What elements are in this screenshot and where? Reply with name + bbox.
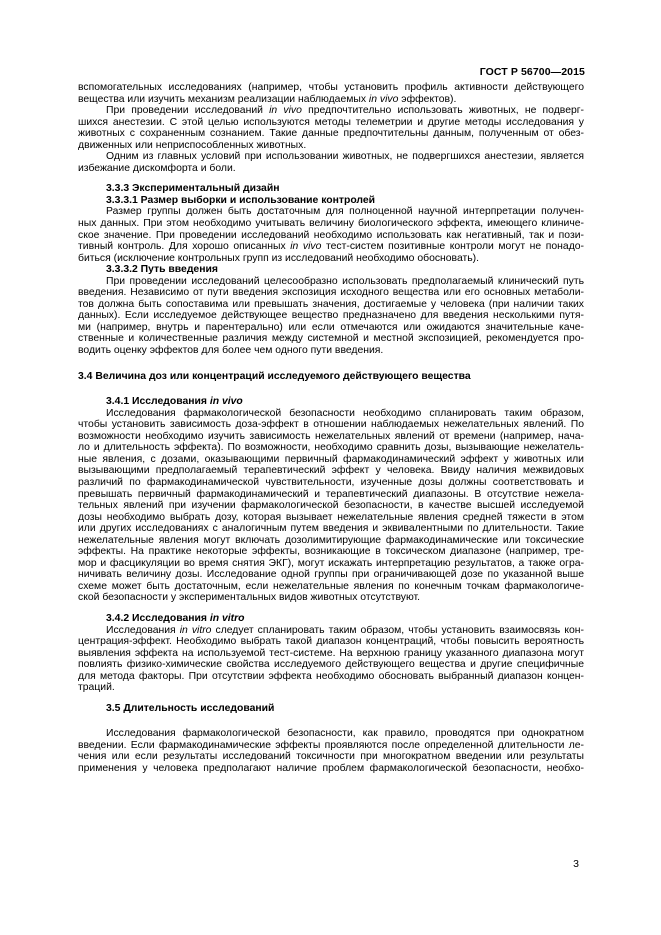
subsection-heading: 3.3.3 Экспериментальный дизайн [106, 183, 280, 195]
text-line: животных с сохраненным сознанием. Такие данные предпочтительны данным, полученным от обез- [78, 128, 584, 140]
paragraph-last-line: вещества или изучить механизм реализации наблюдаемых in vivo эффектов). [78, 93, 457, 105]
text-line: ское значение. При проведении исследований необходимо использовать как негативный, так и пози- [78, 229, 584, 241]
spacer [78, 174, 584, 183]
paragraph-first-line: Исследования фармакологической безопасности, как правило, проводятся при однократном [106, 728, 584, 740]
spacer [78, 714, 584, 728]
paragraph-first-line: Одним из главных условий при использовании животных, не подвергшихся анестезии, является [106, 151, 584, 163]
subsection-heading: 3.4.2 Исследования in vitro [106, 612, 245, 624]
spacer [78, 694, 584, 703]
text-line: ми (например, внутрь и парентерально) или если отмечаются или ожидаются значительные каче- [78, 321, 584, 333]
text-line: чения или если результаты исследований токсичности при многократном введении или результаты [78, 751, 584, 763]
subsection-heading: 3.3.3.2 Путь введения [106, 264, 218, 276]
text-line: выявления эффекта на используемой тест-системе. На верхнюю границу указанного диапазона могут [78, 647, 584, 659]
document-standard-id: ГОСТ Р 56700—2015 [479, 66, 585, 78]
paragraph-first-line: Размер группы должен быть достаточным для полноценной научной интерпретации получен- [106, 206, 584, 218]
subsection-heading: 3.5 Длительность исследований [106, 702, 275, 714]
text-line: ных данных. При этом необходимо учитывать величину биологического эффекта, имеющего клиниче- [78, 218, 584, 230]
text-line: данных). Если исследуемое действующее вещество предназначено для введения несколькими путя- [78, 310, 584, 322]
paragraph-first-line: При проведении исследований in vivo предпочтительно использовать животных, не подверг- [106, 105, 585, 117]
text-line: введении. Если фармакодинамические эффекты проявляются после определенной длительности ле- [78, 739, 584, 751]
text-line: возможности необходимо изучить зависимость нежелательных явлений от времени (например, нача- [78, 430, 584, 442]
text-line: нежелательные явления могут включать дозолимитирующие фармакодинамические или токсические [78, 534, 584, 546]
paragraph-last-line: ской безопасности у экспериментальных видов животных отсутствуют. [78, 592, 421, 604]
text-line: или других исследованиях с аналогичным путем введения и эквивалентными по длительности. Такие [78, 523, 584, 535]
paragraph-last-line: движенных или неприспособленных животных. [78, 139, 307, 151]
text-line: ственные и количественные различия между системной и местной экспозицией, рекомендуется про- [78, 333, 584, 345]
paragraph-last-line: траций. [78, 682, 115, 694]
subsection-heading: 3.4.1 Исследования in vivo [106, 396, 243, 408]
paragraph-last-line: водить оценку эффектов для более чем одного пути введения. [78, 345, 384, 357]
paragraph-last-line: биться (исключение контрольных групп из исследований необходимо обосновать). [78, 252, 480, 264]
text-line: введения. Независимо от пути введения экспозиция исходного вещества или его основных метаболи- [78, 287, 584, 299]
text-line: тельных явлений при изучении фармакологической безопасности, в качестве высшей исследуемой [78, 500, 584, 512]
text-line: мор и фасцикуляции во время снятия ЭКГ), могут искажать интерпретацию результатов, а также огра- [78, 557, 584, 569]
spacer [78, 357, 584, 371]
text-line: тов должна быть сопоставима или превышать значения, достигаемые у человека (при наличии таких [78, 298, 584, 310]
text-line: различий по фармакодинамической чувствительности, изученные дозы должны соответствовать и [78, 476, 584, 488]
text-line: эффекты. На практике некоторые эффекты, возникающие в токсическом диапазоне (например, тре- [78, 546, 584, 558]
spacer [78, 604, 584, 613]
text-line: ные явления, с дозами, оказывающими первичный фармакодинамический эффект у животных или [78, 453, 584, 465]
text-line: чтобы установить зависимость доза-эффект в отношении наблюдаемых нежелательных явлений. По [78, 419, 584, 431]
text-line: вызывающими предполагаемый терапевтический эффект у человека. Ввиду наличия межвидовых [78, 465, 584, 477]
paragraph-first-line: Исследования фармакологической безопасности необходимо спланировать таким образом, [106, 407, 584, 419]
text-line: применения у человека предполагают наличие проблем фармакологической безопасности, необхо- [78, 762, 584, 774]
document-body [78, 82, 584, 775]
paragraph-last-line: избежание дискомфорта и боли. [78, 162, 236, 174]
text-line: центрация-эффект. Необходимо выбрать такой диапазон концентраций, чтобы повысить вероятность [78, 636, 584, 648]
page-number: 3 [573, 858, 579, 870]
text-line: превышать первичный фармакодинамический и терапевтический диапазоны. В отсутствие нежела- [78, 488, 584, 500]
text-line: схеме может быть достаточным, если нежелательные явления по конечным точкам фармакологиче- [78, 580, 584, 592]
text-line: повлиять физико-химические свойства исследуемого действующего вещества и другие специфичные [78, 659, 584, 671]
text-line: дозы необходимо выбрать дозу, которая вызывает нежелательные явления средней тяжести в этом [78, 511, 584, 523]
subsection-heading: 3.3.3.1 Размер выборки и использование контролей [106, 194, 376, 206]
section-heading: 3.4 Величина доз или концентраций исследуемого действующего вещества [78, 370, 471, 382]
spacer [78, 382, 584, 396]
text-line: вспомогательных исследованиях (например, чтобы установить профиль активности действующего [78, 82, 584, 93]
paragraph-first-line: При проведении исследований целесообразно использовать предполагаемый клинический путь [106, 275, 584, 287]
paragraph-first-line: Исследования in vitro следует спланировать таким образом, чтобы установить взаимосвязь кон- [106, 624, 584, 636]
text-line: ло и длительность эффекта). По возможности, необходимо сравнить дозы, вызывающие нежелатель- [78, 442, 584, 454]
text-line: ничивать величину дозы. Исследование одной группы при ограничивающей дозе по указанной выше [78, 569, 584, 581]
text-line: тивный контроль. Для хорошо описанных in vivo тест-систем позитивные контроли могут не понадо- [78, 241, 584, 253]
text-line: шихся анестезии. С этой целью используются методы телеметрии и другие методы исследования у [78, 116, 584, 128]
text-line: для метода факторы. При отсутствии эффекта необходимо обосновать выбранный диапазон концен- [78, 670, 584, 682]
